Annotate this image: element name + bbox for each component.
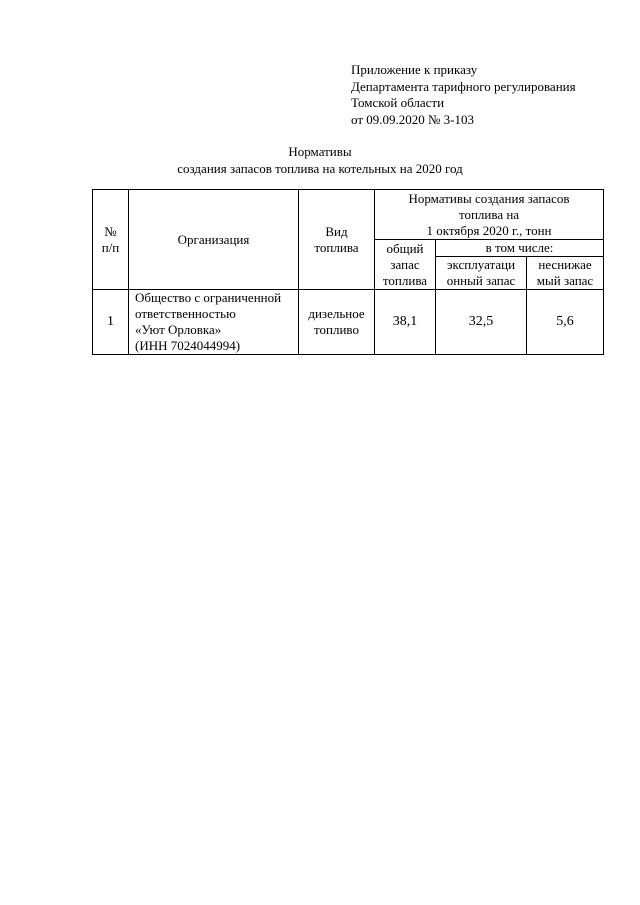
header-including: в том числе: <box>436 240 604 257</box>
appendix-line: Томской области <box>351 95 445 110</box>
header-fuel-type: Вид топлива <box>299 190 375 290</box>
header-num: № п/п <box>93 190 129 290</box>
appendix-order-date: от 09.09.2020 № 3-103 <box>351 111 474 127</box>
header-total-reserve: общий запас топлива <box>375 240 436 290</box>
header-row <box>93 190 604 240</box>
title-subline: создания запасов топлива на котельных на 2020 год <box>177 160 463 176</box>
row-total-reserve: 38,1 <box>375 290 436 355</box>
appendix-block <box>351 62 576 128</box>
row-operational-reserve: 32,5 <box>436 290 527 355</box>
row-organization: Общество с ограниченной ответственностью «Уют Орловка» (ИНН 7024044994) <box>129 290 299 355</box>
appendix-line: Приложение к приказу <box>351 62 478 77</box>
header-norms: Нормативы создания запасов топлива на 1 октября 2020 г., тонн <box>375 190 604 240</box>
document-title <box>0 144 640 177</box>
row-num: 1 <box>93 290 129 355</box>
title-line: Нормативы <box>288 144 352 159</box>
row-irreducible-reserve: 5,6 <box>527 290 604 355</box>
norms-table <box>92 189 604 355</box>
appendix-line: Департамента тарифного регулирования <box>351 78 576 94</box>
header-operational-reserve: эксплуатаци онный запас <box>436 257 527 290</box>
header-organization: Организация <box>129 190 299 290</box>
header-irreducible-reserve: неснижае мый запас <box>527 257 604 290</box>
table-row <box>93 290 604 355</box>
row-fuel-type: дизельное топливо <box>299 290 375 355</box>
